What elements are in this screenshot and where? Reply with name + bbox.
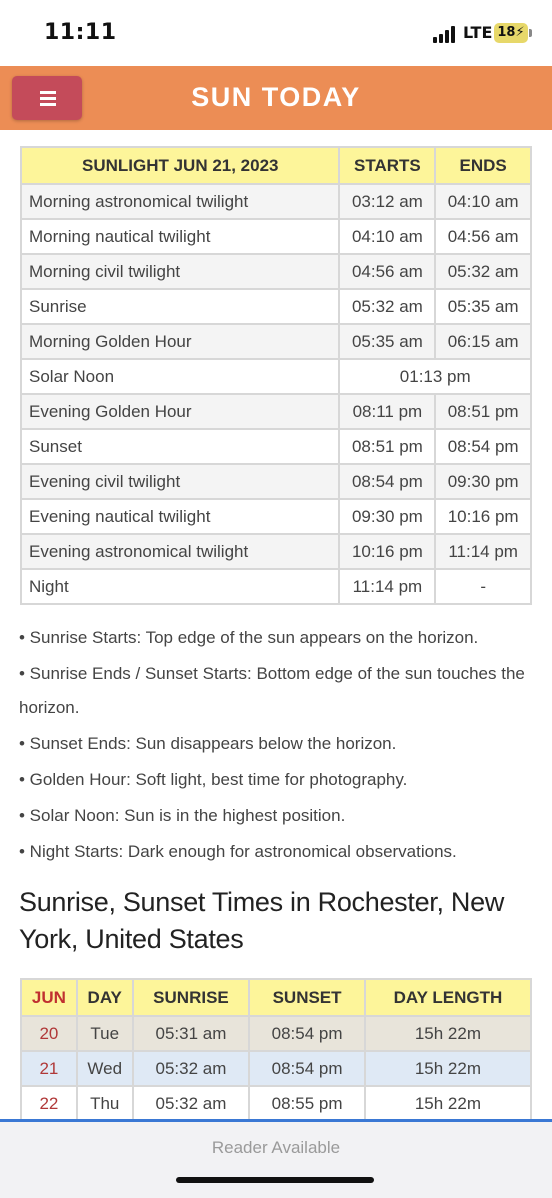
column-header-period: SUNLIGHT JUN 21, 2023 — [21, 147, 339, 184]
definition-item: • Sunset Ends: Sun disappears below the horizon. — [19, 734, 397, 753]
battery-icon: 18⚡ — [494, 23, 528, 43]
row-label: Evening astronomical twilight — [21, 534, 339, 569]
end-time: 09:30 pm — [435, 464, 531, 499]
definition-item: • Golden Hour: Soft light, best time for photography. — [19, 770, 408, 789]
table-row — [21, 219, 531, 254]
browser-bottom-bar — [0, 1119, 552, 1198]
table-row — [21, 289, 531, 324]
table-row — [21, 1086, 531, 1121]
end-time: 10:16 pm — [435, 499, 531, 534]
sunlight-table-header — [21, 147, 531, 184]
definition-item: • Solar Noon: Sun is in the highest position. — [19, 806, 346, 825]
start-time: 08:54 pm — [339, 464, 435, 499]
section-title: Sunrise, Sunset Times in Rochester, New York, United States — [19, 887, 505, 954]
table-row — [21, 534, 531, 569]
table-row — [21, 324, 531, 359]
table-row — [21, 499, 531, 534]
end-time: 04:56 am — [435, 219, 531, 254]
weekday-cell: Tue — [77, 1016, 133, 1051]
table-row — [21, 429, 531, 464]
clock-time: 11:11 — [44, 20, 117, 45]
daily-table-header — [21, 979, 531, 1016]
column-header-day: DAY — [77, 979, 133, 1016]
row-label: Morning astronomical twilight — [21, 184, 339, 219]
home-indicator[interactable] — [176, 1177, 374, 1183]
table-row — [21, 254, 531, 289]
sunrise-cell: 05:32 am — [133, 1086, 250, 1121]
start-time: 03:12 am — [339, 184, 435, 219]
row-label: Evening nautical twilight — [21, 499, 339, 534]
end-time: 05:32 am — [435, 254, 531, 289]
start-time: 08:51 pm — [339, 429, 435, 464]
definition-item: • Sunrise Ends / Sunset Starts: Bottom edge of the sun touches the horizon. — [19, 664, 525, 717]
start-time: 05:35 am — [339, 324, 435, 359]
sunrise-cell: 05:31 am — [133, 1016, 250, 1051]
end-time: 04:10 am — [435, 184, 531, 219]
row-label: Morning civil twilight — [21, 254, 339, 289]
date-cell: 22 — [21, 1086, 77, 1121]
table-row — [21, 464, 531, 499]
definition-item: • Night Starts: Dark enough for astronomical observations. — [19, 842, 457, 861]
weekday-cell: Wed — [77, 1051, 133, 1086]
sunset-cell: 08:54 pm — [249, 1016, 365, 1051]
end-time: 11:14 pm — [435, 534, 531, 569]
table-row-today — [21, 1051, 531, 1086]
daily-sun-times-table — [20, 978, 532, 1122]
row-label: Morning Golden Hour — [21, 324, 339, 359]
date-cell: 21 — [21, 1051, 77, 1086]
end-time: 06:15 am — [435, 324, 531, 359]
date-cell: 20 — [21, 1016, 77, 1051]
reader-available-button[interactable]: Reader Available — [211, 1138, 341, 1157]
column-header-sunset: SUNSET — [249, 979, 365, 1016]
table-row — [21, 184, 531, 219]
status-bar — [0, 0, 552, 66]
column-header-month: JUN — [21, 979, 77, 1016]
sunset-cell: 08:55 pm — [249, 1086, 365, 1121]
row-label: Sunrise — [21, 289, 339, 324]
row-label: Morning nautical twilight — [21, 219, 339, 254]
table-row — [21, 569, 531, 604]
row-label: Evening civil twilight — [21, 464, 339, 499]
site-title[interactable]: SUN TODAY — [191, 82, 361, 112]
column-header-sunrise: SUNRISE — [133, 979, 250, 1016]
start-time: 05:32 am — [339, 289, 435, 324]
day-length-cell: 15h 22m — [365, 1051, 531, 1086]
row-label: Night — [21, 569, 339, 604]
sunrise-cell: 05:32 am — [133, 1051, 250, 1086]
site-header — [0, 66, 552, 130]
battery-level: 18 — [497, 25, 516, 40]
column-header-ends: ENDS — [435, 147, 531, 184]
day-length-cell: 15h 22m — [365, 1016, 531, 1051]
table-row — [21, 359, 531, 394]
column-header-starts: STARTS — [339, 147, 435, 184]
start-time: 04:56 am — [339, 254, 435, 289]
end-time: 08:54 pm — [435, 429, 531, 464]
battery-tip — [529, 29, 532, 37]
definitions-list — [19, 621, 534, 871]
table-row — [21, 1016, 531, 1051]
row-label: Evening Golden Hour — [21, 394, 339, 429]
end-time: 05:35 am — [435, 289, 531, 324]
solar-noon-time: 01:13 pm — [339, 359, 531, 394]
cellular-signal-icon — [433, 25, 459, 43]
column-header-day-length: DAY LENGTH — [365, 979, 531, 1016]
start-time: 08:11 pm — [339, 394, 435, 429]
end-time: 08:51 pm — [435, 394, 531, 429]
end-time: - — [435, 569, 531, 604]
network-type-label: LTE — [463, 23, 493, 42]
day-length-cell: 15h 22m — [365, 1086, 531, 1121]
table-row — [21, 394, 531, 429]
sunset-cell: 08:54 pm — [249, 1051, 365, 1086]
start-time: 10:16 pm — [339, 534, 435, 569]
row-label: Sunset — [21, 429, 339, 464]
sunlight-table — [20, 146, 532, 605]
start-time: 09:30 pm — [339, 499, 435, 534]
start-time: 04:10 am — [339, 219, 435, 254]
definition-item: • Sunrise Starts: Top edge of the sun appears on the horizon. — [19, 628, 479, 647]
weekday-cell: Thu — [77, 1086, 133, 1121]
start-time: 11:14 pm — [339, 569, 435, 604]
row-label: Solar Noon — [21, 359, 339, 394]
